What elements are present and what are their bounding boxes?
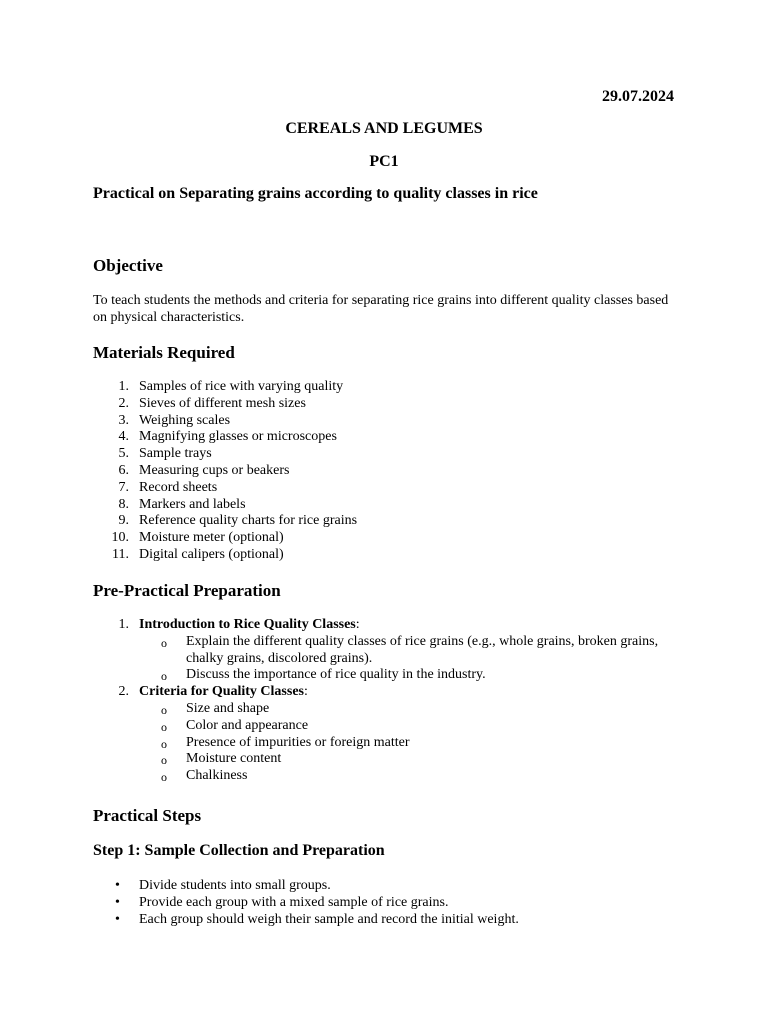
list-item — [93, 429, 653, 446]
list-item-text: Each group should weigh their sample and record the initial weight. — [139, 911, 519, 927]
bullet: • — [115, 894, 120, 910]
list-item — [93, 463, 653, 480]
list-item-text: Divide students into small groups. — [139, 878, 331, 893]
sub-list-item — [93, 751, 673, 768]
list-item-label: Introduction to Rice Quality Classes — [139, 617, 356, 632]
list-item-number: 10. — [111, 530, 129, 546]
bullet: • — [115, 911, 120, 927]
step1-list — [93, 878, 653, 928]
list-item-text: Magnifying glasses or microscopes — [139, 429, 337, 445]
bullet: • — [115, 878, 120, 893]
sub-list-item — [93, 735, 673, 752]
list-item — [93, 446, 653, 463]
list-item-number: 7. — [118, 479, 129, 495]
list-item-number: 9. — [118, 513, 129, 529]
sub-bullet: o — [161, 719, 167, 734]
sub-list-item — [93, 701, 673, 718]
list-item — [93, 497, 653, 514]
document-code: PC1 — [369, 153, 399, 170]
list-item-number: 4. — [118, 429, 129, 445]
list-item-text: Sieves of different mesh sizes — [139, 395, 306, 411]
list-item-label: Criteria for Quality Classes — [139, 684, 304, 700]
list-item — [93, 547, 653, 564]
list-item — [93, 878, 653, 895]
list-item-text: Record sheets — [139, 479, 218, 495]
sub-list-item-text: Color and appearance — [186, 717, 309, 733]
sub-list-item-text: Presence of impurities or foreign matter — [186, 734, 410, 750]
list-item-number: 1. — [118, 379, 129, 394]
sub-list-item-text: Size and shape — [186, 700, 270, 716]
sub-list-item-text: Moisture content — [186, 751, 282, 767]
preparation-list — [93, 617, 673, 785]
list-item — [93, 480, 653, 497]
sub-bullet: o — [161, 669, 167, 684]
list-item-number: 1. — [118, 617, 129, 632]
list-item — [93, 895, 653, 912]
list-item — [93, 396, 653, 413]
document-title: CEREALS AND LEGUMES — [285, 120, 483, 137]
list-item-text: Provide each group with a mixed sample of rice grains. — [139, 894, 449, 910]
list-item-number: 3. — [118, 412, 129, 428]
materials-list — [93, 379, 653, 564]
list-item — [93, 912, 653, 929]
list-item — [93, 530, 653, 547]
sub-list-item — [93, 718, 673, 735]
list-item-text — [139, 684, 308, 701]
sub-bullet: o — [161, 635, 167, 650]
sub-list-item — [93, 768, 673, 785]
list-item-text: Reference quality charts for rice grains — [139, 513, 358, 529]
preparation-heading: Pre-Practical Preparation — [93, 581, 281, 600]
list-item-text: Weighing scales — [139, 412, 231, 428]
step1-heading: Step 1: Sample Collection and Preparation — [93, 842, 385, 859]
list-item-text: Digital calipers (optional) — [139, 546, 284, 562]
list-item-text: Measuring cups or beakers — [139, 462, 290, 478]
objective-text: To teach students the methods and criteria for separating rice grains into different quality classes based on physical characteristics. — [93, 293, 669, 325]
sub-bullet: o — [161, 753, 167, 768]
list-item — [93, 413, 653, 430]
list-item — [93, 379, 653, 396]
sub-list-item-text: Chalkiness — [186, 768, 248, 784]
list-item-text: Samples of rice with varying quality — [139, 379, 344, 394]
objective-heading: Objective — [93, 256, 163, 275]
list-item-text — [139, 617, 360, 634]
steps-heading: Practical Steps — [93, 806, 202, 825]
sub-list-item — [93, 667, 673, 684]
list-item-number: 11. — [112, 546, 129, 562]
sub-bullet: o — [161, 702, 167, 717]
list-item — [93, 513, 653, 530]
document-date: 29.07.2024 — [602, 88, 674, 105]
sub-list-item — [93, 634, 673, 668]
list-item — [93, 684, 673, 701]
materials-heading: Materials Required — [93, 343, 235, 362]
list-item-number: 5. — [118, 446, 129, 462]
sub-bullet: o — [161, 770, 167, 785]
list-item — [93, 617, 673, 634]
list-item-suffix: : — [355, 617, 360, 632]
list-item-number: 6. — [118, 462, 129, 478]
list-item-text: Markers and labels — [139, 496, 246, 512]
list-item-number: 2. — [118, 684, 129, 700]
list-item-text: Sample trays — [139, 446, 212, 462]
sub-list-item-text: Explain the different quality classes of rice grains (e.g., whole grains, broken grains, chalky grains, discolored grains). — [186, 633, 659, 666]
list-item-suffix: : — [304, 684, 308, 700]
list-item-number: 8. — [118, 496, 129, 512]
list-item-text: Moisture meter (optional) — [139, 530, 284, 546]
list-item-number: 2. — [118, 395, 129, 411]
document-subtitle: Practical on Separating grains according to quality classes in rice — [93, 185, 538, 202]
sub-list-item-text: Discuss the importance of rice quality in the industry. — [186, 667, 486, 683]
sub-bullet: o — [161, 736, 167, 751]
